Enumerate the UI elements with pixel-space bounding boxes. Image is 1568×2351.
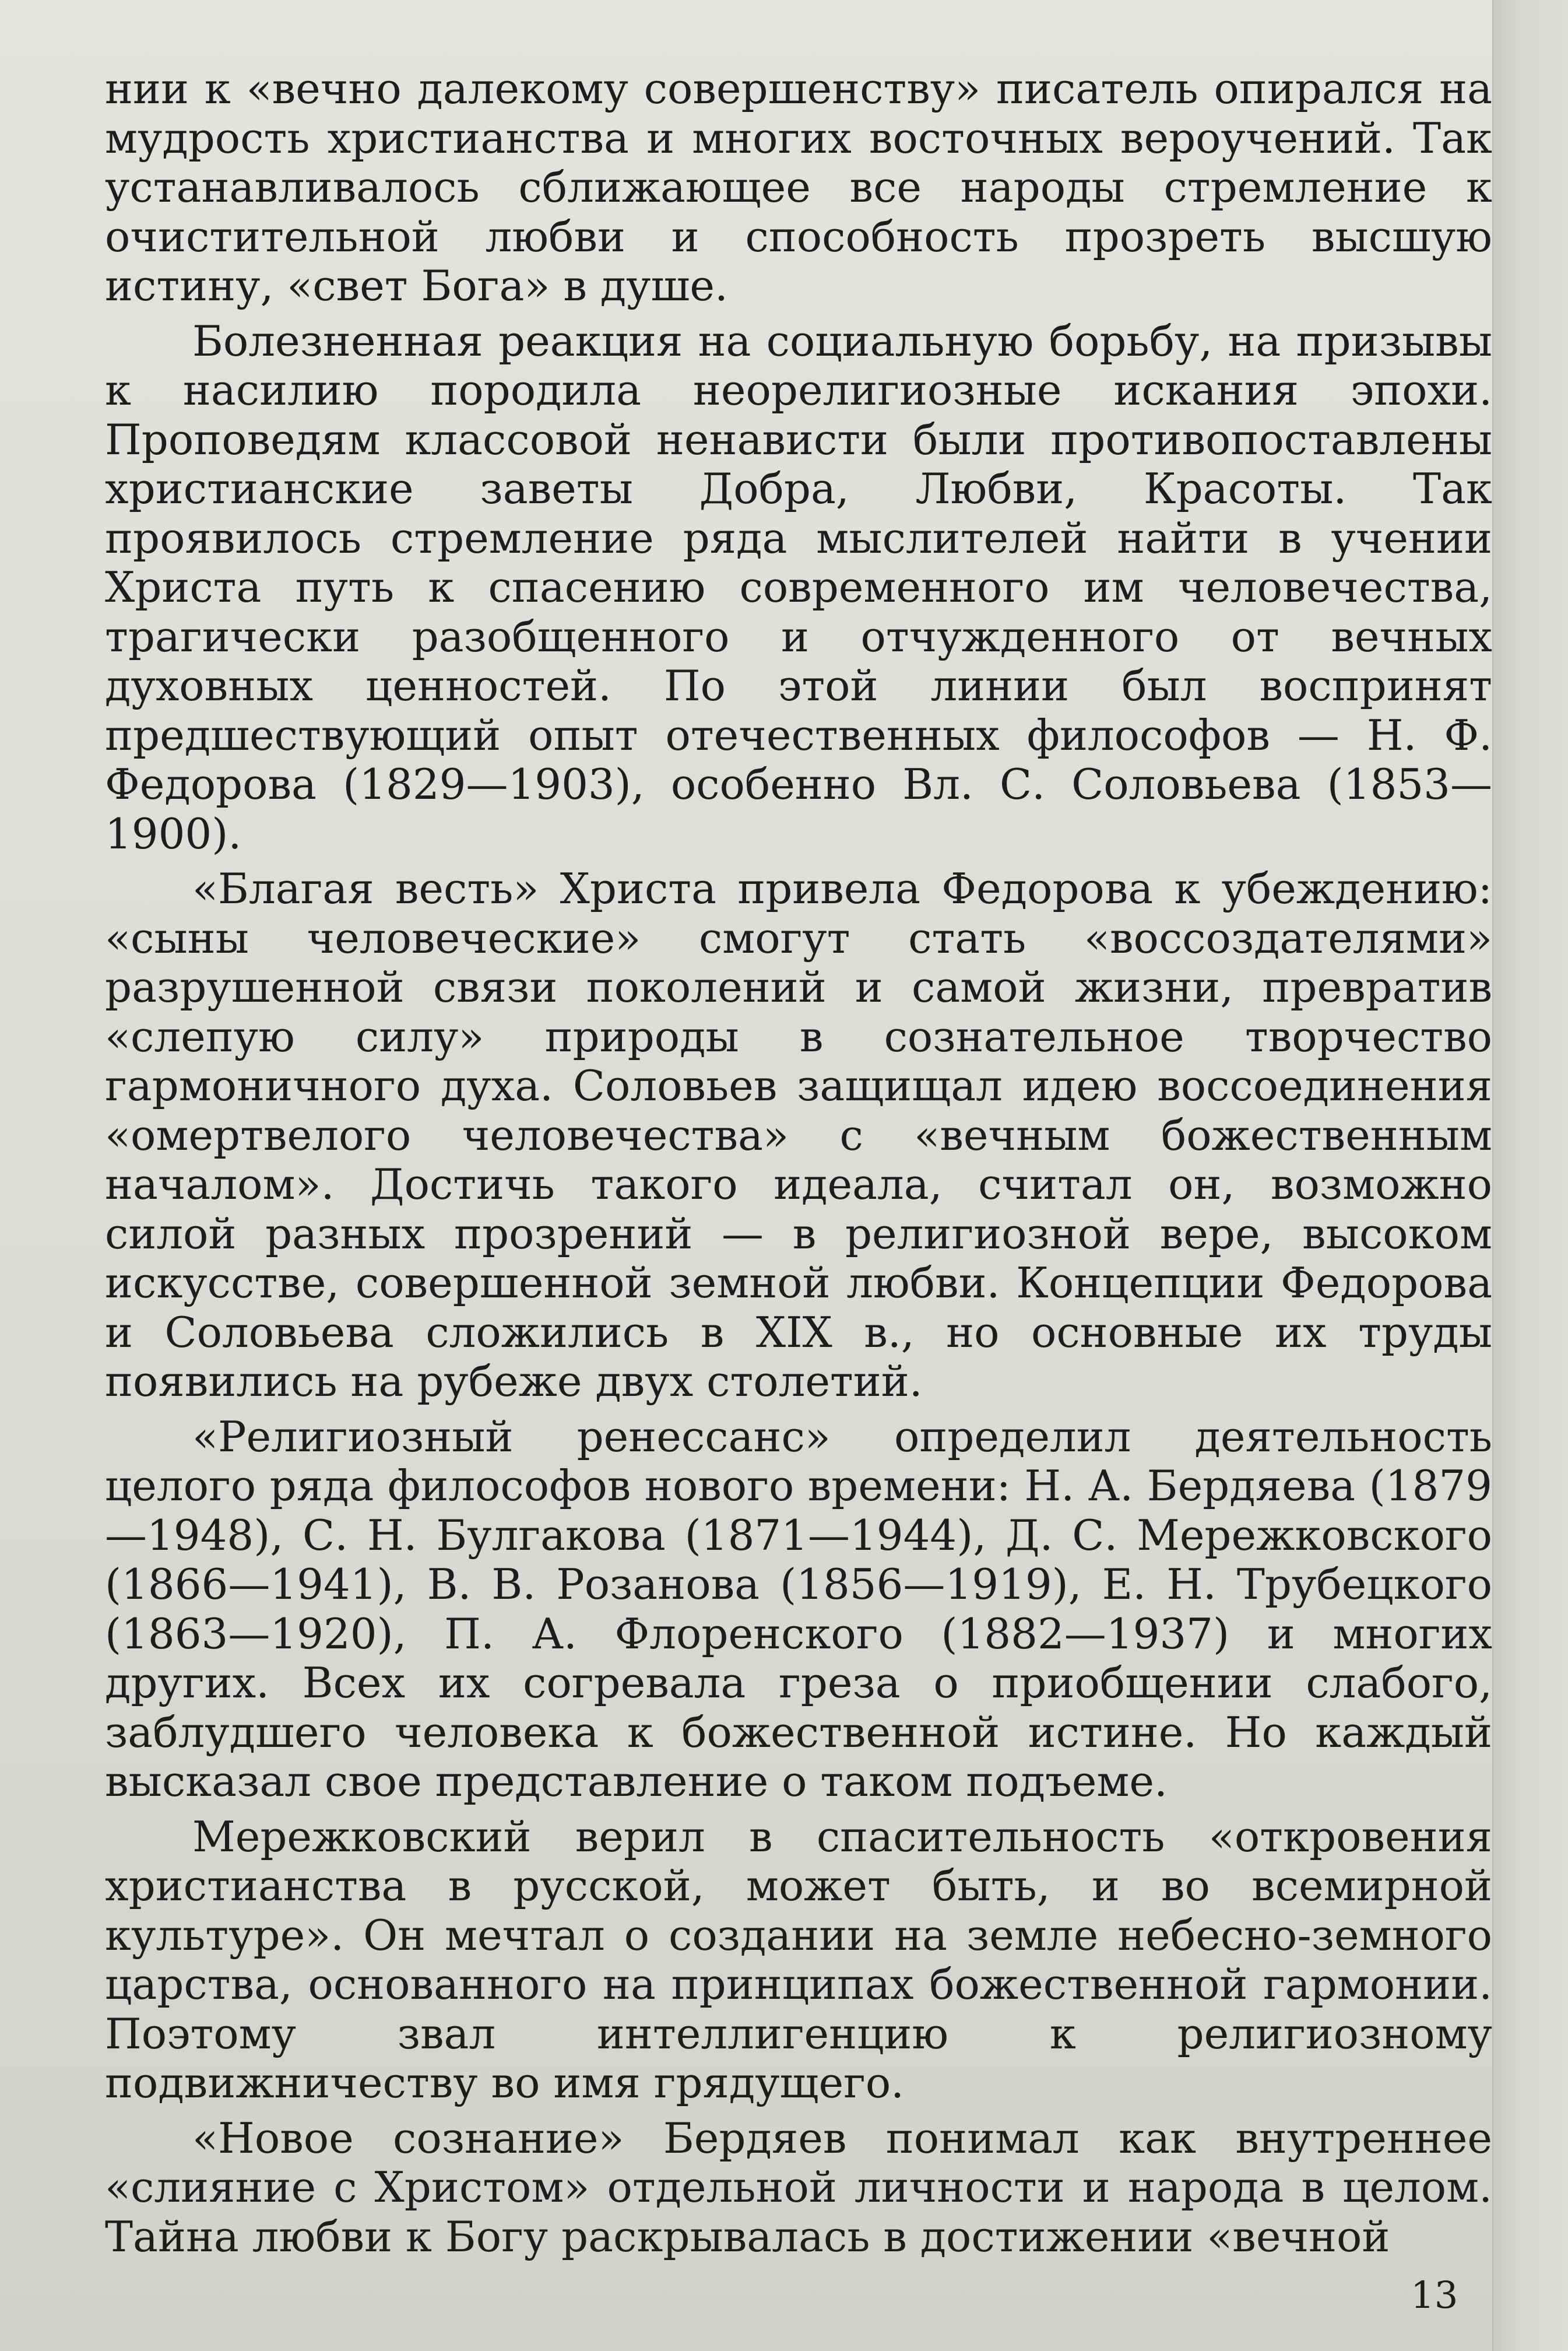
- paragraph-3: «Благая весть» Христа привела Федорова к убеждению: «сыны человеческие» смогут стать «воссоздателями» разрушенной связи поколений и самой жизни, превратив «слепую силу» природы в сознательное творчество гармоничного духа. Соловьев защищал идею воссоединения «омертвелого человечества» с «вечным божественным началом». Достичь такого идеала, считал он, возможно силой разных прозрений — в религиозной вере, высоком искусстве, совершенной земной любви. Концепции Федорова и Соловьева сложились в XIX в., но основные их труды появились на рубеже двух столетий.: [105, 864, 1492, 1406]
- paragraph-4: «Религиозный ренессанс» определил деятельность целого ряда философов нового времени: Н. А. Бердяева (1879—1948), С. Н. Булгакова (1871—1944), Д. С. Мережковского (1866—1941), В. В. Розанова (1856—1919), Е. Н. Трубецкого (1863—1920), П. А. Флоренского (1882—1937) и многих других. Всех их согревала греза о приобщении слабого, заблудшего человека к божественной истине. Но каждый высказал свое представление о таком подъеме.: [105, 1412, 1492, 1806]
- facing-page-edge: [1492, 0, 1568, 2351]
- paragraph-5: Мережковский верил в спасительность «откровения христианства в русской, может быть, и во всемирной культуре». Он мечтал о создании на земле небесно-земного царства, основанного на принципах божественной гармонии. Поэтому звал интеллигенцию к религиозному подвижничеству во имя грядущего.: [105, 1812, 1492, 2107]
- paragraph-1: нии к «вечно далекому совершенству» писатель опирался на мудрость христианства и многих восточных вероучений. Так устанавливалось сближающее все народы стремление к очистительной любви и способность прозреть высшую истину, «свет Бога» в душе.: [105, 64, 1492, 310]
- body-text: [105, 64, 1492, 2261]
- paragraph-2: Болезненная реакция на социальную борьбу, на призывы к насилию породила неорелигиозные искания эпохи. Проповедям классовой ненависти были противопоставлены христианские заветы Добра, Любви, Красоты. Так проявилось стремление ряда мыслителей найти в учении Христа путь к спасению современного им человечества, трагически разобщенного и отчужденного от вечных духовных ценностей. По этой линии был воспринят предшествующий опыт отечественных философов — Н. Ф. Федорова (1829—1903), особенно Вл. С. Соловьева (1853—1900).: [105, 316, 1492, 858]
- paragraph-6: «Новое сознание» Бердяев понимал как внутреннее «слияние с Христом» отдельной личности и народа в целом. Тайна любви к Богу раскрывалась в достижении «вечной: [105, 2113, 1492, 2261]
- page-number: 13: [1411, 2274, 1458, 2317]
